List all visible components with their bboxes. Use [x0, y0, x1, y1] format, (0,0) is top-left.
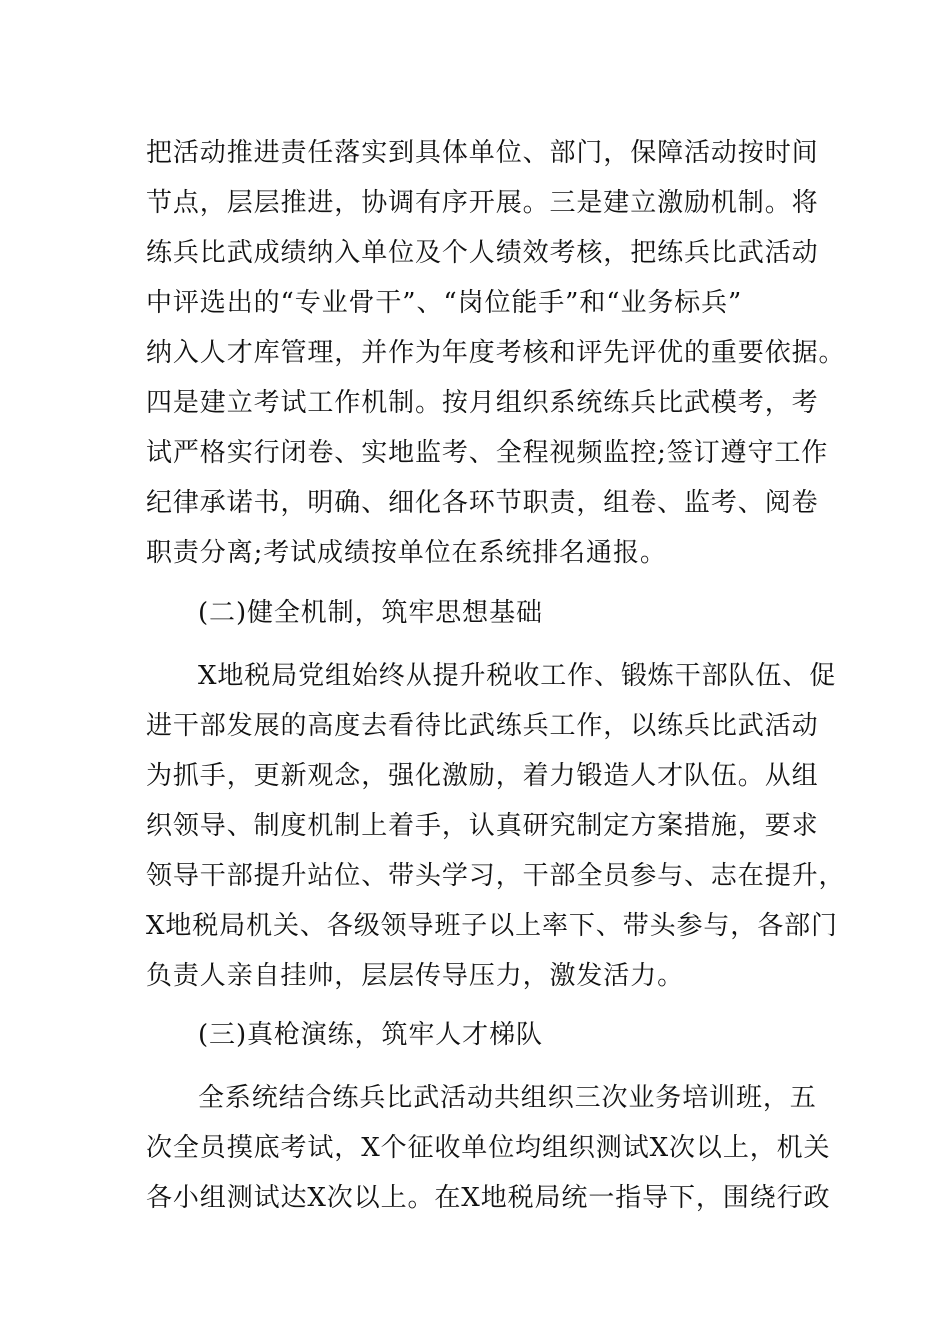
paragraph-line: 各小组测试达X次以上。在X地税局统一指导下，围绕行政	[146, 1183, 831, 1213]
paragraph-line: 织领导、制度机制上着手，认真研究制定方案措施，要求	[146, 811, 819, 841]
paragraph-line: 四是建立考试工作机制。按月组织系统练兵比武模考，考	[146, 388, 819, 418]
paragraph-line: X地税局机关、各级领导班子以上率下、带头参与，各部门	[146, 911, 838, 941]
paragraph-line: 试严格实行闭卷、实地监考、全程视频监控;签订遵守工作	[146, 438, 829, 468]
paragraph-line: 负责人亲自挂帅，层层传导压力，激发活力。	[146, 961, 685, 991]
paragraph-line: 练兵比武成绩纳入单位及个人绩效考核，把练兵比武活动	[146, 238, 819, 268]
paragraph-line: X地税局党组始终从提升税收工作、锻炼干部队伍、促	[198, 661, 837, 691]
section-heading: (三)真枪演练，筑牢人才梯队	[198, 1020, 543, 1050]
paragraph-line: 领导干部提升站位、带头学习，干部全员参与、志在提升，	[146, 861, 846, 891]
paragraph-line: 纳入人才库管理，并作为年度考核和评先评优的重要依据。	[146, 338, 846, 368]
paragraph-line: 中评选出的“专业骨干”、“岗位能手”和“业务标兵”	[146, 288, 743, 318]
paragraph-line: 把活动推进责任落实到具体单位、部门，保障活动按时间	[146, 138, 819, 168]
paragraph-line: 职责分离;考试成绩按单位在系统排名通报。	[146, 538, 667, 568]
paragraph-line: 全系统结合练兵比武活动共组织三次业务培训班，五	[198, 1083, 817, 1113]
paragraph-line: 为抓手，更新观念，强化激励，着力锻造人才队伍。从组	[146, 761, 819, 791]
paragraph-line: 进干部发展的高度去看待比武练兵工作，以练兵比武活动	[146, 711, 819, 741]
section-heading: (二)健全机制，筑牢思想基础	[198, 598, 543, 628]
paragraph-line: 节点，层层推进，协调有序开展。三是建立激励机制。将	[146, 188, 819, 218]
paragraph-line: 次全员摸底考试，X个征收单位均组织测试X次以上，机关	[146, 1133, 831, 1163]
paragraph-line: 纪律承诺书，明确、细化各环节职责，组卷、监考、阅卷	[146, 488, 819, 518]
